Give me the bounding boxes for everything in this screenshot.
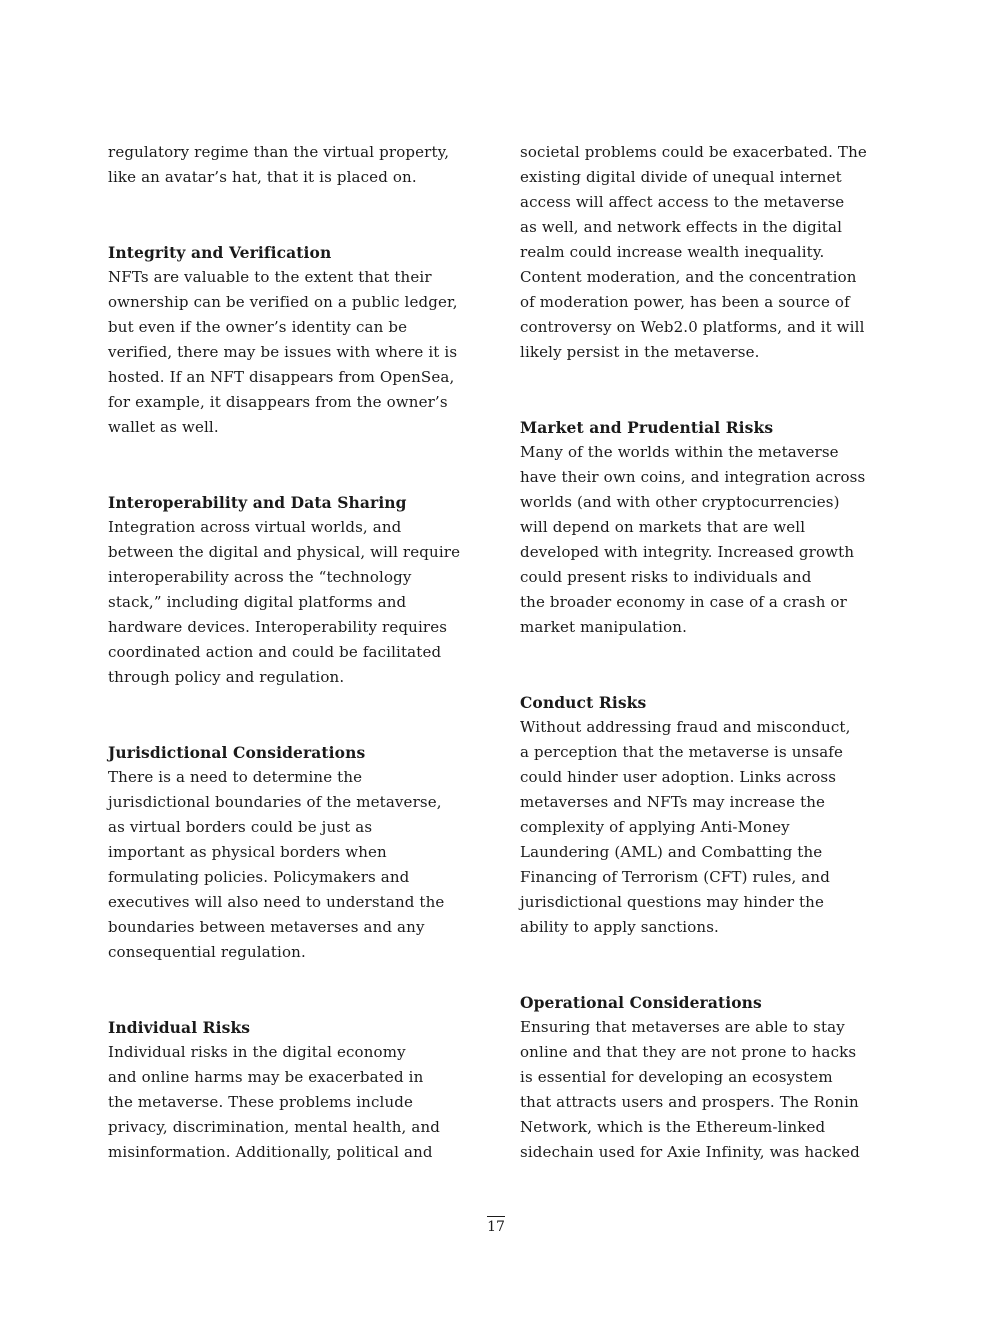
left-column [108, 140, 470, 1165]
left-intro-paragraph: regulatory regime than the virtual property, like an avatar’s hat, that it is placed on. [108, 143, 450, 186]
right-intro-paragraph: societal problems could be exacerbated. The existing digital divide of unequal internet access will affect access to the metaverse as well, and network effects in the digital realm could increase wealth inequality. Content moderation, and the concentration of moderation power, has been a source of controversy on Web2.0 platforms, and it will likely persist in the metaverse. [520, 143, 867, 361]
section-heading: Market and Prudential Risks [520, 418, 774, 437]
section-body: Many of the worlds within the metaverse have their own coins, and integration across worlds (and with other cryptocurrencies) will depend on markets that are well developed with integrity. Increased growth could present risks to individuals and the broader economy in case of a crash or market manipulation. [520, 443, 866, 636]
section-heading: Individual Risks [108, 1018, 251, 1037]
section-heading: Interoperability and Data Sharing [108, 493, 407, 512]
section-heading: Operational Considerations [520, 993, 762, 1012]
section-body: Integration across virtual worlds, and between the digital and physical, will require interoperability across the “technology stack,” including digital platforms and hardware devices. Interoperability requires coordinated action and could be facilitated through policy and regulation. [108, 518, 461, 686]
section-market-prudential-risks [520, 415, 882, 640]
section-jurisdictional [108, 740, 470, 965]
section-body: There is a need to determine the jurisdictional boundaries of the metaverse, as virtual borders could be just as important as physical borders when formulating policies. Policymakers and executives will also need to understand the boundaries between metaverses and any consequential regulation. [108, 768, 445, 961]
section-operational-considerations [520, 990, 882, 1165]
section-conduct-risks [520, 690, 882, 940]
section-body: Ensuring that metaverses are able to stay online and that they are not prone to hacks is essential for developing an ecosystem that attracts users and prospers. The Ronin Network, which is the Ethereum-linked sidechain used for Axie Infinity, was hacked [520, 1018, 860, 1161]
section-individual-risks [108, 1015, 470, 1165]
section-heading: Jurisdictional Considerations [108, 743, 366, 762]
section-heading: Conduct Risks [520, 693, 647, 712]
section-heading: Integrity and Verification [108, 243, 332, 262]
section-body: Individual risks in the digital economy and online harms may be exacerbated in the metaverse. These problems include privacy, discrimination, mental health, and misinformation. Additionally, political and [108, 1043, 441, 1161]
page-number: 17 [487, 1216, 505, 1237]
section-integrity-verification [108, 240, 470, 440]
section-body: Without addressing fraud and misconduct, a perception that the metaverse is unsafe could hinder user adoption. Links across metaverses and NFTs may increase the complexity of applying Anti-Money Laundering (AML) and Combatting the Financing of Terrorism (CFT) rules, and jurisdictional questions may hinder the ability to apply sanctions. [520, 718, 851, 936]
right-column [520, 140, 882, 1165]
section-body: NFTs are valuable to the extent that their ownership can be verified on a public ledger, but even if the owner’s identity can be verified, there may be issues with where it is hosted. If an NFT disappears from OpenSea, for example, it disappears from the owner’s wallet as well. [108, 268, 458, 436]
section-interoperability [108, 490, 470, 690]
